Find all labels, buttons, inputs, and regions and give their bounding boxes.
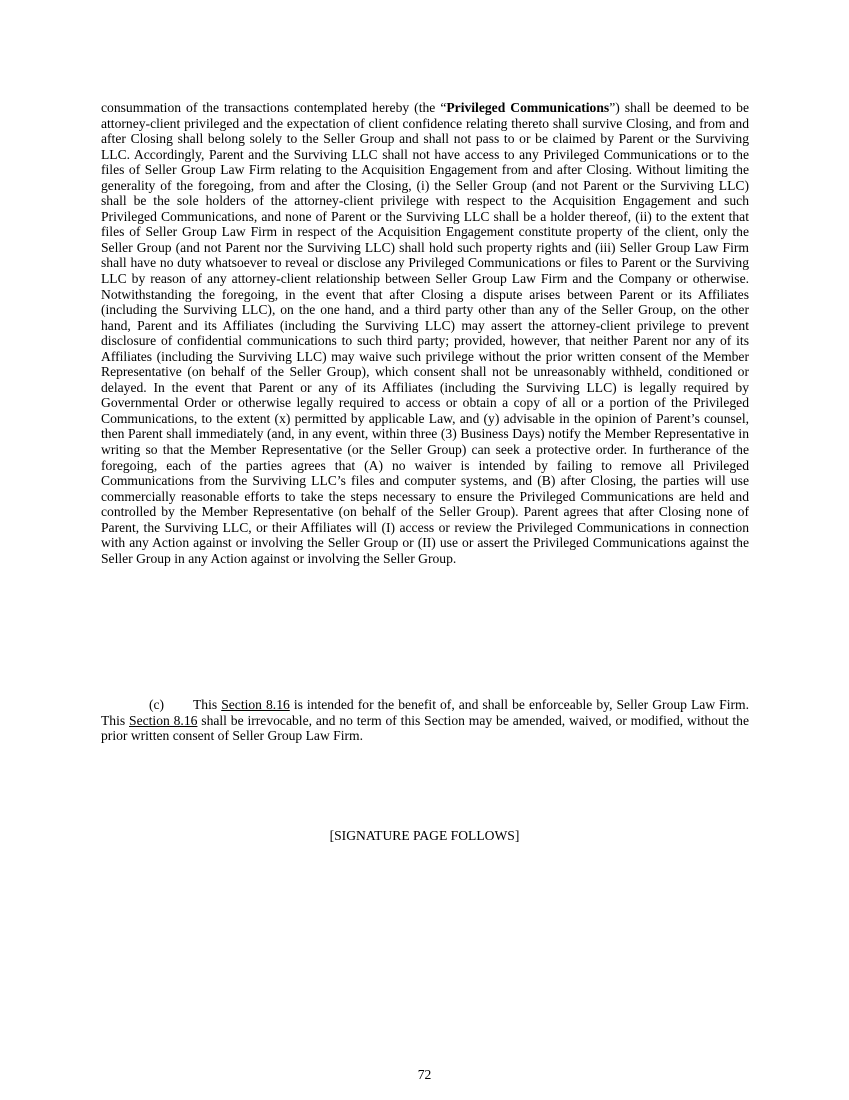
paragraph-label: (c): [149, 697, 165, 712]
section-reference-1: Section 8.16: [221, 697, 290, 712]
paragraph-c-text-b: is intended for the benefit of, and shall be enforceable by, Seller Group Law Firm. This: [101, 697, 749, 728]
defined-term-privileged-communications: Privileged Communications: [446, 100, 610, 115]
paragraph-privileged-communications: [101, 100, 749, 566]
paragraph-1-text-start: consummation of the transactions contemplated hereby (the “: [101, 100, 447, 115]
paragraph-c-text-a: This: [193, 697, 222, 712]
section-reference-2: Section 8.16: [129, 712, 198, 728]
signature-page-notice: [SIGNATURE PAGE FOLLOWS]: [329, 828, 520, 843]
paragraph-c: [101, 697, 749, 744]
page-number: 72: [417, 1067, 432, 1082]
paragraph-c-text-c: shall be irrevocable, and no term of this Section may be amended, waived, or modified, without the prior written consent of Seller Group Law Firm.: [101, 712, 749, 744]
paragraph-1-text-rest: ”) shall be deemed to be attorney-client privileged and the expectation of client confidence relating thereto shall survive Closing, and from and after Closing shall belong solely to the Seller Group and shall not pass to or be claimed by Parent or the Surviving LLC. Accordingly, Parent and the Surviving LLC shall not have access to any Privileged Communications or to the files of Seller Group Law Firm relating to the Acquisition Engagement from and after Closing. Without limiting the generality of the foregoing, from and after the Closing, (i) the Seller Group (and not Parent or the Surviving LLC) shall be the sole holders of the attorney-client privilege with respect to the Acquisition Engagement and such Privileged Communications, and none of Parent or the Surviving LLC shall be a holder thereof, (ii) to the extent that files of Seller Group Law Firm in respect of the Acquisition Engagement constitute property of the client, only the Seller Group (and not Parent nor the Surviving LLC) shall hold such property rights and (iii) Seller Group Law Firm shall have no duty whatsoever to reveal or disclose any Privileged Communications or files to Parent or the Surviving LLC by reason of any attorney-client relationship between Seller Group Law Firm and the Company or otherwise. Notwithstanding the foregoing, in the event that after Closing a dispute arises between Parent or its Affiliates (including the Surviving LLC), on the one hand, and a third party other than any of the Seller Group, on the other hand, Parent and its Affiliates (including the Surviving LLC) may assert the attorney-client privilege to prevent disclosure of confidential communications to such third party; provided, however, that neither Parent nor any of its Affiliates (including the Surviving LLC) may waive such privilege without the prior written consent of the Member Representative (on behalf of the Seller Group), which consent shall not be unreasonably withheld, conditioned or delayed. In the event that Parent or any of its Affiliates (including the Surviving LLC) is legally required by Governmental Order or otherwise legally required to access or obtain a copy of all or a portion of the Privileged Communications, to the extent (x) permitted by applicable Law, and (y) advisable in the opinion of Parent’s counsel, then Parent shall immediately (and, in any event, within three (3) Business Days) notify the Member Representative in writing so that the Member Representative (or the Seller Group) can seek a protective order. In furtherance of the foregoing, each of the parties agrees that (A) no waiver is intended by failing to remove all Privileged Communications from the Surviving LLC’s files and computer systems, and (B) after Closing, the parties will use commercially reasonable efforts to take the steps necessary to ensure the Privileged Communications are held and controlled by the Member Representative (on behalf of the Seller Group). Parent agrees that after Closing none of Parent, the Surviving LLC, or their Affiliates will (I) access or review the Privileged Communications in connection with any Action against or involving the Seller Group or (II) use or assert the Privileged Communications against the Seller Group in any Action against or involving the Seller Group.: [101, 100, 749, 566]
